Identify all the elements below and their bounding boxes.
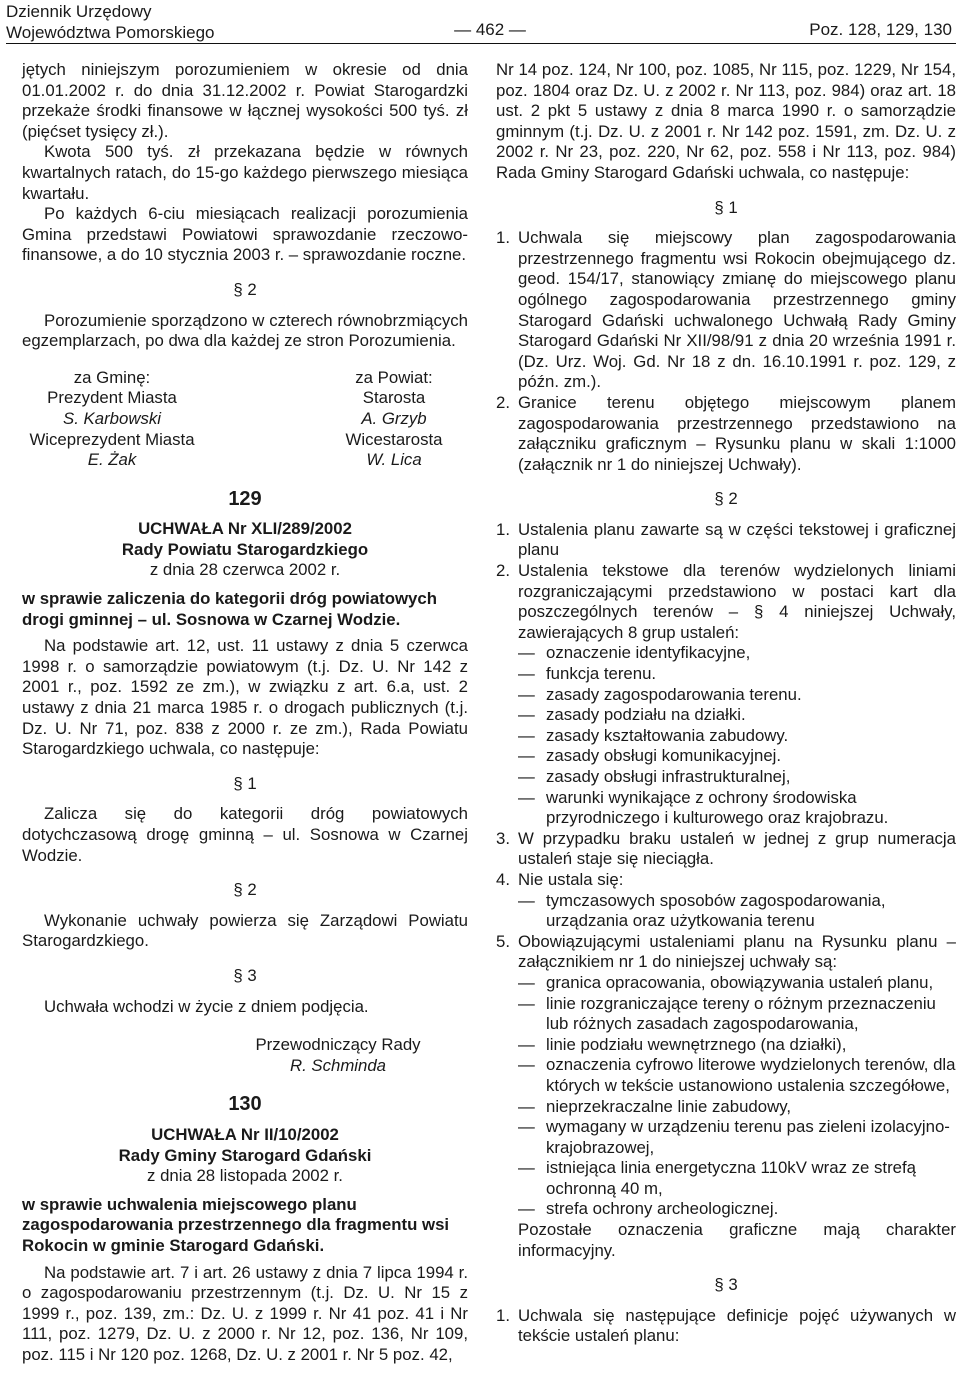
section-mark: § 3 xyxy=(714,1275,738,1295)
element-list xyxy=(496,973,956,1220)
list-item: 3. W przypadku braku ustaleń w jednej z grup numeracja ustaleń staje się nieciągła. xyxy=(496,828,956,869)
resolution-body: Rady Powiatu Starogardzkiego xyxy=(121,539,369,559)
resolution-subject: w sprawie uchwalenia miejscowego planu zagospodarowania przestrzennego dla fragmentu wsi Rokocin w gminie Starogard Gdański. xyxy=(22,1194,450,1255)
resolution-subject: w sprawie zaliczenia do kategorii dróg powiatowych drogi gminnej – ul. Sosnowa w Czarnej Wodzie. xyxy=(22,589,437,629)
dash-list-item: — granica opracowania, obowiązywania ustaleń planu, xyxy=(518,972,934,992)
resolution-date: z dnia 28 czerwca 2002 r. xyxy=(149,560,341,580)
chairman-signature: Przewodniczący Rady R. Schminda xyxy=(255,1035,421,1075)
dash-list-item: — nieprzekraczalne linie zabudowy, xyxy=(518,1096,792,1116)
resolution-number: 130 xyxy=(228,1093,262,1116)
list-item: 1. Ustalenia planu zawarte są w części tekstowej i graficznej planu xyxy=(496,519,956,560)
dash-list-item: — linie rozgraniczające tereny o różnym przeznaczeniu lub różnych zasadach zagospodarowania, xyxy=(518,993,936,1034)
resolution-title: UCHWAŁA Nr XLI/289/2002 xyxy=(138,519,352,539)
section-mark: § 3 xyxy=(233,965,257,985)
section-mark: § 1 xyxy=(714,197,738,217)
list-item: 4. Nie ustala się: xyxy=(496,869,624,889)
list-item: 2. Granice terenu objętego miejscowym planem zagospodarowania przestrzennego przedstawiono na załączniku graficznym – Rysunku planu w skali 1:1000 (załącznik nr 1 do niniejszej Uchwały). xyxy=(496,392,956,474)
list-item: 1. Uchwala się miejscowy plan zagospodarowania przestrzennego fragmentu wsi Rokocin obejmującego dz. geod. 154/17, stanowiący zmianę do miejscowego planu ogólnego zagospodarowania przestrzennego gminy Starogard Gdański uchwalonego Uchwałą Rady Gminy Starogard Gdański Nr XII/98/91 z dnia 20 września 1991 r.(Dz. Urz. Woj. Gd. Nr 18 z dn. 16.10.1991 r. poz. 129, z późn. zm.). xyxy=(496,228,956,392)
dash-list-item: — oznaczenia cyfrowo literowe wydzielonych terenów, dla których w tekście ustanowiono ustalenia szczegółowe, xyxy=(518,1055,956,1095)
resolution-number: 129 xyxy=(228,487,262,510)
dash-list-item: — tymczasowych sposobów zagospodarowania, urządzania oraz użytkowania terenu xyxy=(518,890,886,931)
legal-basis: Na podstawie art. 7 i art. 26 ustawy z dnia 7 lipca 1994 r. o zagospodarowaniu przestrzennym (t.j. Dz. U. Nr 15 z 1999 r., poz. 139, zm.: Dz. U. z 1999 r. Nr 41 poz. 41 i Nr 111, poz. 1279, Dz. U. z 2000 r. Nr 12, poz. 136, Nr 109, poz. 115 i Nr 120 poz. 1268, Dz. U. z 2001 r. Nr 5 poz. 42, xyxy=(22,1262,468,1364)
header-rule xyxy=(6,43,956,44)
paragraph: Kwota 500 tyś. zł przekazana będzie w równych kwartalnych ratach, do 15-go każdego pierwszego miesiąca kwartału. xyxy=(22,142,468,203)
dash-list-item: — wymagany w urządzeniu terenu pas zieleni izolacyjno-krajobrazowej, xyxy=(518,1117,950,1157)
dash-list-item: — zasady podziału na działki. xyxy=(518,705,746,725)
resolution-body: Rady Gminy Starogard Gdański xyxy=(118,1145,372,1165)
paragraph: Po każdych 6-ciu miesiącach realizacji porozumienia Gmina przedstawi Powiatowi sprawozdanie rzeczowo-finansowe, a do 10 stycznia 2003 r. – sprawozdanie roczne. xyxy=(22,204,468,265)
section-mark: § 1 xyxy=(233,773,257,793)
resolution-title: UCHWAŁA Nr II/10/2002 xyxy=(151,1124,339,1144)
list-item: 1. Uchwala się następujące definicje pojęć używanych w tekście ustaleń planu: xyxy=(496,1305,956,1346)
dash-list-item: — zasady zagospodarowania terenu. xyxy=(518,684,802,704)
list-item: 5. Obowiązującymi ustaleniami planu na Rysunku planu – załącznikiem nr 1 do niniejszej uchwały są: xyxy=(496,931,956,972)
signature-gmina: za Gminę: Prezydent Miasta S. Karbowski Wiceprezydent Miasta E. Żak xyxy=(29,367,195,470)
section-mark: § 2 xyxy=(233,880,257,900)
dash-list-item: — linie podziału wewnętrznego (na działki), xyxy=(518,1034,847,1054)
dash-list-item: — warunki wynikające z ochrony środowiska przyrodniczego i kulturowego oraz krajobrazu. xyxy=(518,787,889,828)
page-header xyxy=(0,0,960,48)
group-list xyxy=(496,643,956,828)
resolution-date: z dnia 28 listopada 2002 r. xyxy=(147,1166,343,1186)
legal-basis-continued: Nr 14 poz. 124, Nr 100, poz. 1085, Nr 115, poz. 1229, Nr 154, poz. 1804 oraz Dz. U. z 2002 r. Nr 113, poz. 984) oraz art. 18 ust. 2 pkt 5 ustawy z dnia 8 marca 1990 r. o samorządzie gminnym (t.j. Dz. U. z 2001 r. Nr 142 poz. 1591, zm. Dz. U. z 2002 r. Nr 23, poz. 220, Nr 62, poz. 558 i Nr 113, poz. 984) Rada Gminy Starogard Gdański uchwala, co następuje: xyxy=(496,60,956,182)
dash-list-item: — zasady obsługi komunikacyjnej. xyxy=(518,746,782,766)
paragraph: Zalicza się do kategorii dróg powiatowych dotychczasową drogę gminną – ul. Sosnowa w Czarnej Wodzie. xyxy=(22,804,468,865)
publication-name: Dziennik Urzędowy Województwa Pomorskiego xyxy=(6,2,215,42)
paragraph: jętych niniejszym porozumieniem w okresie od dnia 01.01.2002 r. do dnia 31.12.2002 r. Powiat Starogardzki przekaże środki finansowe w łącznej wysokości 500 tyś. zł (pięćset tysięcy zł.). xyxy=(22,60,468,141)
dash-list-item: — funkcja terenu. xyxy=(518,664,657,684)
section-mark: § 2 xyxy=(714,489,738,509)
dash-list-item: — zasady kształtowania zabudowy. xyxy=(518,725,789,745)
position-numbers: Poz. 128, 129, 130 xyxy=(809,20,952,39)
legal-basis: Na podstawie art. 12, ust. 11 ustawy z dnia 5 czerwca 1998 r. o samorządzie powiatowym (t.j. Dz. U. Nr 142 z 2001 r., poz. 1592 ze zm.), w związku z art. 6.a, ust. 2 ustawy z dnia 21 marca 1985 r. o drogach publicznych (t.j. Dz. U. Nr 71, poz. 838 z 2000 r. ze zm.), Rada Powiatu Starogardzkiego uchwala, co następuje: xyxy=(22,636,468,759)
dash-list-item: — strefa ochrony archeologicznej. xyxy=(518,1199,779,1219)
dash-list-item: — zasady obsługi infrastrukturalnej, xyxy=(518,767,791,786)
right-column xyxy=(496,60,956,1347)
paragraph: Pozostałe oznaczenia graficzne mają charakter informacyjny. xyxy=(518,1220,956,1260)
left-column xyxy=(22,60,468,1365)
signatures xyxy=(22,368,468,471)
section-mark: § 2 xyxy=(233,279,257,299)
paragraph: Wykonanie uchwały powierza się Zarządowi Powiatu Starogardzkiego. xyxy=(22,910,468,951)
paragraph: Uchwała wchodzi w życie z dniem podjęcia. xyxy=(44,996,369,1016)
dash-list-item: — oznaczenie identyfikacyjne, xyxy=(518,643,751,663)
dash-list-item: — istniejąca linia energetyczna 110kV wraz ze strefą ochronną 40 m, xyxy=(518,1158,916,1198)
page-number: — 462 — xyxy=(454,20,526,39)
paragraph: Porozumienie sporządzono w czterech równobrzmiących egzemplarzach, po dwa dla każdej ze stron Porozumienia. xyxy=(22,310,468,351)
list-item: 2. Ustalenia tekstowe dla terenów wydzielonych liniami rozgraniczającymi przedstawiono w postaci kart dla poszczególnych terenów – § 4 niniejszej Uchwały, zawierających 8 grup ustaleń: xyxy=(496,561,956,642)
signature-powiat: za Powiat: Starosta A. Grzyb Wicestarosta W. Lica xyxy=(345,367,443,470)
